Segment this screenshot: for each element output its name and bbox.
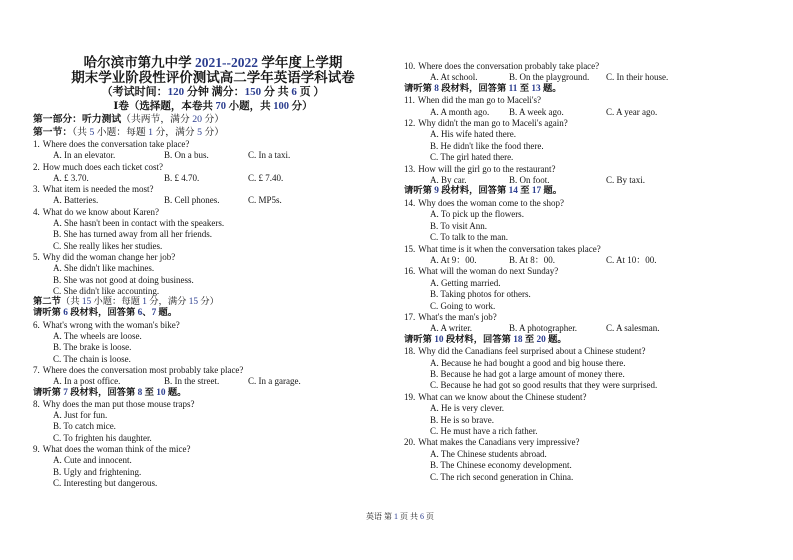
question-text: Where does the conversation most probably take place? [42, 364, 244, 375]
option-c: C. A year ago. [606, 106, 658, 117]
section2-heading-bold: 第二节 [33, 297, 61, 308]
option-c: C. A salesman. [606, 323, 660, 334]
option-line: C. Interesting but dangerous. [53, 477, 158, 488]
option-line: A. Because he had bought a good and big house there. [430, 357, 626, 368]
option-line: B. Taking photos for others. [430, 289, 531, 300]
option-a: A. At 9：00. [430, 254, 477, 265]
exam-header [33, 55, 393, 139]
option-c: C. MP5s. [248, 195, 282, 206]
question-text: What will the woman do next Sunday? [418, 266, 559, 277]
question-line [404, 312, 784, 323]
question-number: 6. [33, 319, 40, 330]
question-number: 14. [404, 197, 416, 208]
question-text: Why does the woman come to the shop? [418, 197, 564, 208]
option-b: B. On a bus. [164, 150, 209, 161]
exam-title-line1: 哈尔滨市第九中学 2021--2022 学年度上学期 [83, 55, 343, 70]
option-line: C. Going to work. [430, 300, 496, 311]
question-line [404, 95, 784, 106]
question-number: 10. [404, 61, 416, 71]
question-text: How much does each ticket cost? [42, 161, 163, 172]
option-line: B. To visit Ann. [430, 220, 487, 231]
option-a: A. By car. [430, 175, 467, 186]
section1-heading-rest: （共 5 小题：每题 1 分，满分 5 分） [72, 126, 225, 138]
question-line [404, 266, 784, 277]
material-prompt: 请听第 7 段材料，回答第 8 至 10 题。 [33, 387, 187, 398]
option-line: B. He is so brave. [430, 414, 494, 425]
question-line [404, 61, 784, 72]
options-row [404, 255, 784, 266]
question-line [404, 392, 784, 403]
right-question-list [404, 61, 784, 483]
question-number: 1. [33, 139, 40, 149]
option-line: A. Getting married. [430, 277, 501, 288]
option-line: A. Cute and innocent. [53, 455, 132, 466]
left-column [33, 55, 393, 489]
question-text: What's the man's job? [418, 311, 497, 322]
option-line: A. He is very clever. [430, 403, 504, 414]
question-line [33, 252, 393, 263]
question-line [404, 164, 784, 175]
option-a: A. In a post office. [53, 376, 121, 387]
question-number: 20. [404, 437, 416, 448]
question-number: 12. [404, 118, 416, 129]
option-line: C. Because he had got so good results that they were surprised. [430, 380, 658, 391]
question-text: What do we know about Karen? [42, 206, 159, 217]
page-footer: 英语 第 1 页 共 6 页 [366, 512, 434, 521]
question-text: Where does the conversation probably take place? [418, 61, 600, 71]
option-b: B. On foot. [509, 175, 550, 186]
option-line: B. The brake is loose. [53, 342, 132, 353]
material-prompt: 请听第 6 段材料，回答第 6、7 题。 [33, 308, 178, 319]
section1-heading [33, 127, 393, 140]
question-line [404, 346, 784, 357]
option-line: A. The Chinese students abroad. [430, 448, 547, 459]
option-b: B. On the playground. [509, 72, 590, 83]
question-line [404, 198, 784, 209]
options-row [404, 323, 784, 334]
question-number: 5. [33, 251, 40, 262]
question-text: What time is it when the conversation takes place? [418, 243, 601, 254]
question-line [33, 184, 393, 195]
option-line: B. Because he had got a large amount of money there. [430, 368, 625, 379]
option-line: A. His wife hated there. [430, 129, 516, 140]
question-number: 15. [404, 243, 416, 254]
options-row [33, 195, 393, 206]
question-number: 7. [33, 364, 40, 375]
question-number: 18. [404, 346, 416, 357]
option-c: C. In a garage. [248, 376, 301, 387]
option-c: C. £ 7.40. [248, 172, 284, 183]
option-line: C. To talk to the man. [430, 232, 508, 243]
option-line: C. To frighten his daughter. [53, 432, 152, 443]
part1-heading [33, 114, 393, 127]
question-text: What makes the Canadians very impressive? [418, 437, 580, 448]
option-b: B. Cell phones. [164, 195, 220, 206]
option-line: A. Just for fun. [53, 410, 108, 421]
material-prompt: 请听第 9 段材料，回答第 14 至 17 题。 [404, 186, 563, 197]
options-row [404, 175, 784, 186]
question-line [404, 118, 784, 129]
right-column [404, 61, 784, 483]
question-line [33, 207, 393, 218]
option-line: B. Ugly and frightening. [53, 466, 142, 477]
options-row [404, 107, 784, 118]
question-line [404, 437, 784, 448]
option-line: C. She really likes her studies. [53, 240, 163, 251]
question-number: 13. [404, 163, 416, 174]
exam-title-line2: 期末学业阶段性评价测试高二学年英语学科试卷 [71, 70, 355, 85]
option-line: A. The wheels are loose. [53, 331, 142, 342]
option-a: A. £ 3.70. [53, 172, 89, 183]
option-line: B. She was not good at doing business. [53, 274, 194, 285]
question-text: Why didn't the man go to Maceli's again? [418, 118, 568, 129]
part1-heading-bold: 第一部分：听力测试 [33, 114, 122, 125]
option-line: B. She has turned away from all her friends. [53, 229, 212, 240]
question-number: 8. [33, 398, 40, 409]
option-line: C. The rich second generation in China. [430, 471, 574, 482]
question-number: 11. [404, 95, 415, 106]
question-text: Why does the man put those mouse traps? [42, 398, 195, 409]
section2-heading [33, 297, 393, 308]
question-text: Where does the conversation take place? [42, 139, 190, 149]
options-row [33, 150, 393, 161]
section2-heading-rest: （共 15 小题：每题 1 分，满分 15 分） [60, 297, 219, 308]
option-a: A. At school. [430, 72, 478, 83]
option-line: C. He must have a rich father. [430, 426, 538, 436]
question-number: 19. [404, 391, 416, 402]
question-line [33, 320, 393, 331]
options-row [404, 72, 784, 83]
options-row [33, 376, 393, 387]
question-text: What's wrong with the woman's bike? [42, 319, 180, 330]
option-line: C. The chain is loose. [53, 353, 131, 364]
question-line [404, 244, 784, 255]
option-line: B. He didn't like the food there. [430, 140, 544, 151]
option-c: C. In their house. [606, 72, 669, 83]
option-b: B. £ 4.70. [164, 172, 200, 183]
option-b: B. A week ago. [509, 106, 564, 117]
question-text: What item is needed the most? [42, 184, 154, 195]
option-c: C. In a taxi. [248, 150, 291, 161]
left-question-list [33, 139, 393, 489]
option-a: A. A writer. [430, 323, 472, 334]
material-prompt: 请听第 8 段材料，回答第 11 至 13 题。 [404, 83, 562, 94]
option-line: A. She hasn't been in contact with the speakers. [53, 218, 225, 229]
question-number: 9. [33, 444, 40, 455]
question-number: 16. [404, 266, 416, 277]
material-prompt: 请听第 10 段材料，回答第 18 至 20 题。 [404, 334, 567, 345]
option-line: C. The girl hated there. [430, 152, 514, 163]
question-text: How will the girl go to the restaurant? [418, 163, 556, 174]
part1-heading-rest: （共两节，满分 20 分） [121, 114, 225, 125]
question-line [33, 162, 393, 173]
question-text: When did the man go to Maceli's? [417, 95, 542, 106]
question-text: What can we know about the Chinese student? [418, 391, 587, 402]
option-b: B. A photographer. [509, 323, 577, 334]
question-text: Why did the Canadians feel surprised about a Chinese student? [418, 346, 646, 357]
question-number: 3. [33, 184, 40, 195]
question-text: What does the woman think of the mice? [42, 444, 191, 455]
exam-volume-line: Ⅰ卷（选择题，本卷共 70 小题，共 100 分） [113, 101, 313, 112]
option-b: B. At 8：00. [509, 254, 556, 265]
question-line [33, 444, 393, 455]
question-number: 2. [33, 161, 40, 172]
options-row [33, 173, 393, 184]
option-c: C. At 10：00. [606, 254, 657, 265]
question-number: 17. [404, 311, 416, 322]
exam-info-line: （考试时间：120 分钟 满分：150 分 共 6 页 ） [101, 86, 325, 98]
option-a: A. Batteries. [53, 195, 99, 206]
question-number: 4. [33, 206, 40, 217]
option-a: A. A month ago. [430, 106, 490, 117]
option-line: B. The Chinese economy development. [430, 460, 572, 471]
option-line: C. She didn't like accounting. [53, 285, 160, 296]
option-line: A. To pick up the flowers. [430, 209, 524, 220]
option-b: B. In the street. [164, 376, 220, 387]
question-line [33, 399, 393, 410]
option-a: A. In an elevator. [53, 150, 116, 161]
question-line [33, 365, 393, 376]
question-text: Why did the woman change her job? [42, 251, 176, 262]
option-c: C. By taxi. [606, 175, 646, 186]
option-line: A. She didn't like machines. [53, 263, 155, 274]
option-line: B. To catch mice. [53, 421, 116, 432]
question-line [33, 139, 393, 150]
section1-heading-bold: 第一节： [33, 126, 73, 138]
